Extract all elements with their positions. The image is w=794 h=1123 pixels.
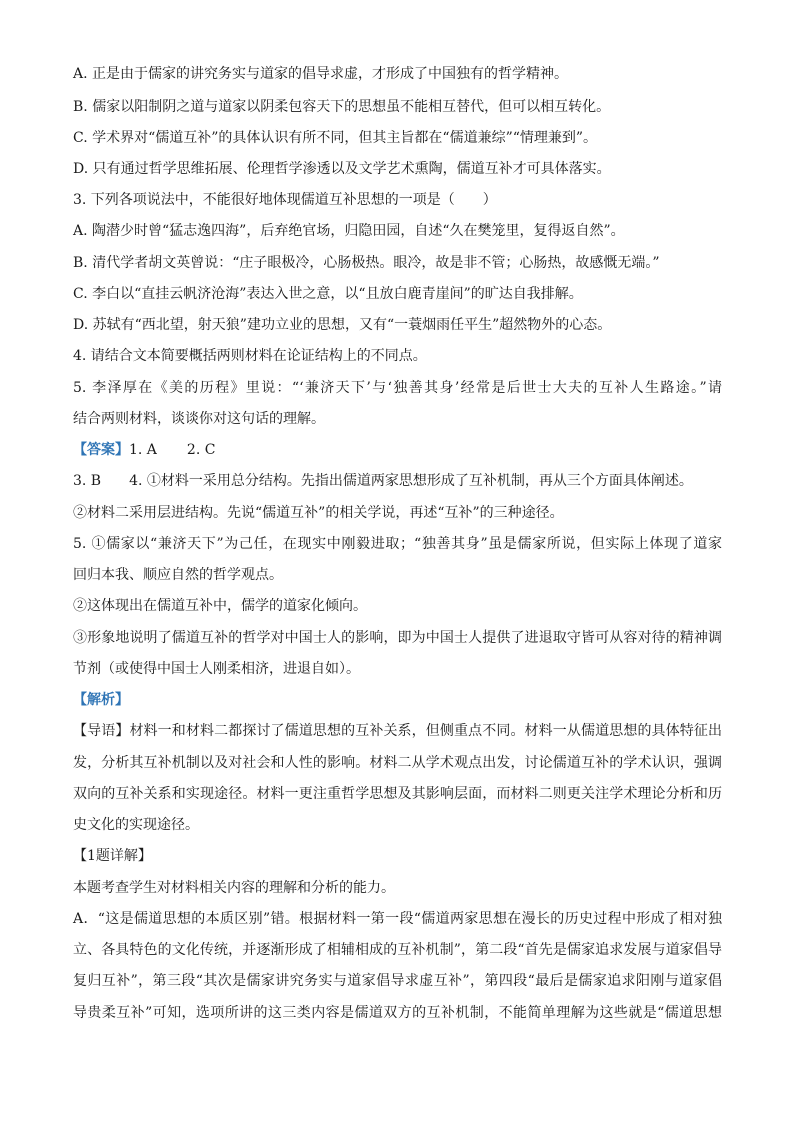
- answer-line-6: ②这体现出在儒道互补中，儒学的道家化倾向。: [73, 598, 367, 614]
- q2-option-a: A. 正是由于儒家的讲究务实与道家的倡导求虚，才形成了中国独有的哲学精神。: [73, 66, 569, 82]
- answer-line-8: 节剂（或使得中国士人刚柔相济，进退自如）。: [73, 661, 360, 677]
- detail-line-1: 本题考查学生对材料相关内容的理解和分析的能力。: [73, 880, 395, 896]
- answer-line-4: 5. ①儒家以“兼济天下”为己任，在现实中刚毅进取；“独善其身”虽是儒家所说，但实际上体现了道家: [73, 536, 722, 552]
- q3-stem: 3. 下列各项说法中，不能很好地体现儒道互补思想的一项是（ ）: [73, 192, 497, 208]
- q2-option-b: B. 儒家以阳制阴之道与道家以阴柔包容天下的思想虽不能相互替代，但可以相互转化。: [73, 99, 611, 115]
- answer-line-5: 回归本我、顺应自然的哲学观点。: [73, 567, 283, 583]
- answer-label: 【答案】: [73, 442, 129, 458]
- q5-stem-line1: 5. 李泽厚在《美的历程》里说：“‘兼济天下’与‘独善其身’经常是后世士大夫的互补人生路途。”请: [73, 380, 722, 396]
- guide-line-2: 发，分析其互补机制以及对社会和人性的影响。材料二从学术观点出发，讨论儒道互补的学术认识，强调: [73, 755, 722, 771]
- q4-stem: 4. 请结合文本简要概括两则材料在论证结构上的不同点。: [73, 348, 427, 364]
- analysis-label: 【解析】: [73, 692, 129, 708]
- q3-option-b: B. 清代学者胡文英曾说：“庄子眼极冷，心肠极热。眼冷，故是非不管；心肠热，故感慨无端。”: [73, 255, 660, 271]
- answer-line-7: ③形象地说明了儒道互补的哲学对中国士人的影响，即为中国士人提供了进退取守皆可从容对待的精神调: [73, 630, 722, 646]
- answer-2: 2. C: [186, 442, 216, 458]
- q2-option-d: D. 只有通过哲学思维拓展、伦理哲学渗透以及文学艺术熏陶，儒道互补才可具体落实。: [73, 161, 611, 177]
- guide-line-3: 双向的互补关系和实现途径。材料一更注重哲学思想及其影响层面，而材料二则更关注学术理论分析和历: [73, 786, 722, 802]
- detail-line-2: A．“这是儒道思想的本质区别”错。根据材料一第一段“儒道两家思想在漫长的历史过程中形成了相对独: [73, 911, 722, 927]
- q3-option-a: A. 陶潜少时曾“猛志逸四海”，后弃绝官场，归隐田园，自述“久在樊笼里，复得返自然”。: [73, 223, 625, 239]
- detail-line-3: 立、各具特色的文化传统，并逐渐形成了相辅相成的互补机制”，第二段“首先是儒家追求发展与道家倡导: [73, 942, 722, 958]
- detail-line-5: 导贵柔互补”可知，选项所讲的这三类内容是儒道双方的互补机制，不能简单理解为这些就是“儒道思想: [73, 1005, 722, 1021]
- answer-1: 1. A: [129, 442, 157, 458]
- guide-line-1: 【导语】材料一和材料二都探讨了儒道思想的互补关系，但侧重点不同。材料一从儒道思想的具体特征出: [73, 723, 722, 739]
- guide-line-4: 史文化的实现途径。: [73, 817, 199, 833]
- q3-option-c: C. 李白以“直挂云帆济沧海”表达入世之意，以“且放白鹿青崖间”的旷达自我排解。: [73, 286, 583, 302]
- q2-option-c: C. 学术界对“儒道互补”的具体认识有所不同，但其主旨都在“儒道兼综”“情理兼到”。: [73, 130, 598, 146]
- answer-row: [73, 440, 722, 460]
- answer-line-2: 3. B 4. ①材料一采用总分结构。先指出儒道两家思想形成了互补机制，再从三个方面具体阐述。: [73, 473, 693, 489]
- q3-option-d: D. 苏轼有“西北望，射天狼”建功立业的思想，又有“一蓑烟雨任平生”超然物外的心态。: [73, 317, 612, 333]
- answer-line-3: ②材料二采用层进结构。先说“儒道互补”的相关学说，再述“互补”的三种途径。: [73, 505, 564, 521]
- q5-stem-line2: 结合两则材料，谈谈你对这句话的理解。: [73, 411, 325, 427]
- detail-line-4: 复归互补”，第三段“其次是儒家讲究务实与道家倡导求虚互补”，第四段“最后是儒家追求阳刚与道家倡: [73, 973, 722, 989]
- detail-heading: 【1题详解】: [73, 848, 152, 864]
